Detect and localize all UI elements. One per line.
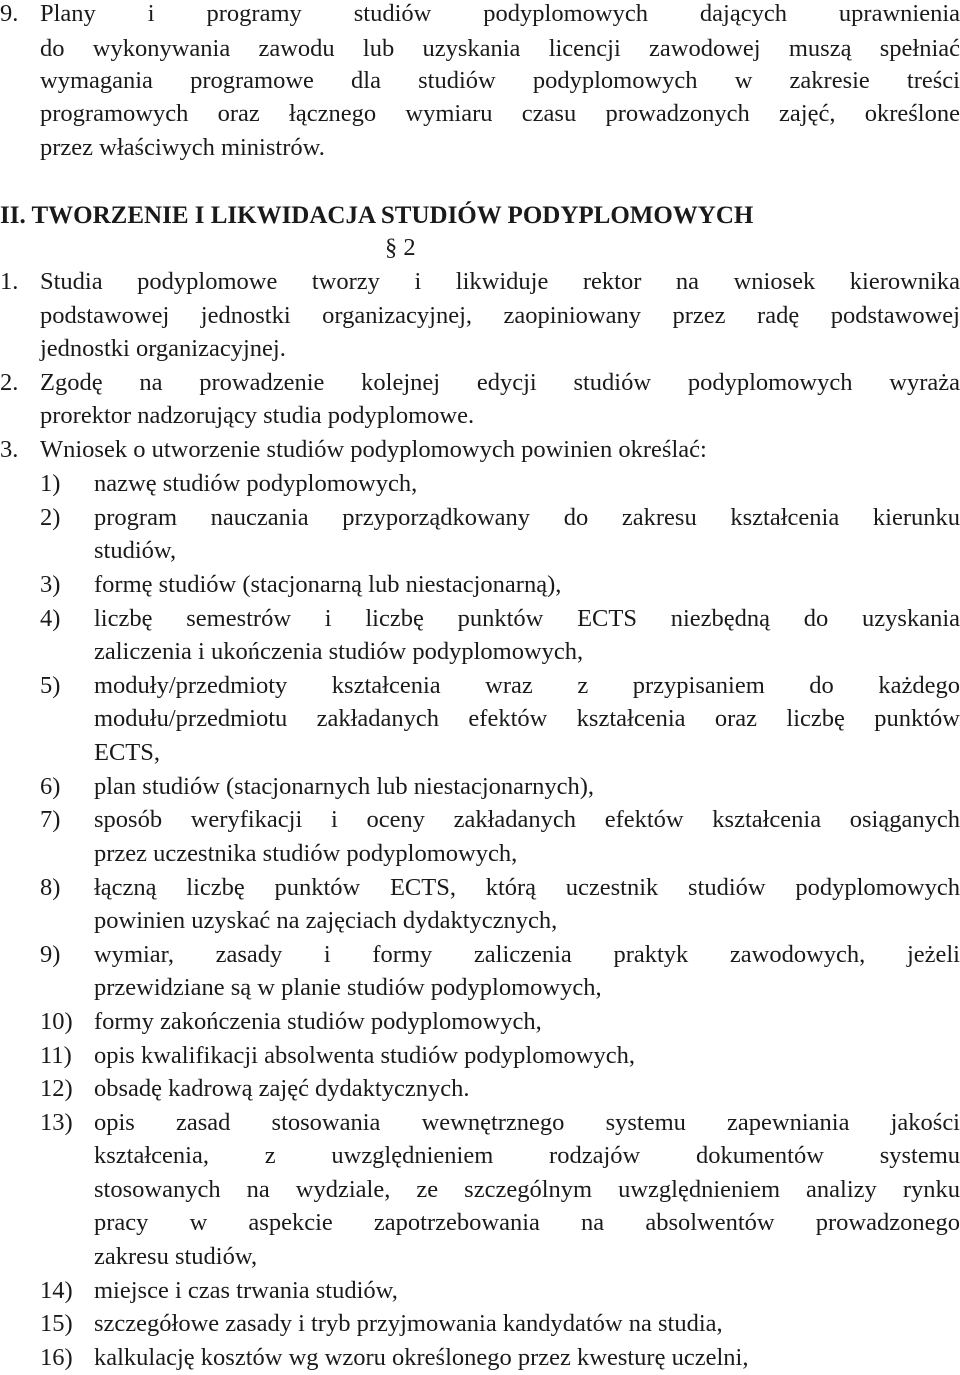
list-item-text: zakresu studiów, xyxy=(94,1243,258,1270)
list-item-text: formy zakończenia studiów podyplomowych, xyxy=(94,1008,542,1035)
list-item-number: 13) xyxy=(40,1109,73,1136)
list-item-text: obsadę kadrową zajęć dydaktycznych. xyxy=(94,1075,470,1102)
list-item-text: miejsce i czas trwania studiów, xyxy=(94,1277,398,1304)
paragraph-number: 2. xyxy=(0,369,19,396)
list-item-text: pracy w aspekcie zapotrzebowania na absolwentów prowadzonego xyxy=(94,1209,960,1236)
text-line: przez właściwych ministrów. xyxy=(40,134,325,161)
text-line: wymagania programowe dla studiów podyplomowych w zakresie treści xyxy=(40,67,960,94)
list-item-text: ECTS, xyxy=(94,739,161,766)
list-item-number: 2) xyxy=(40,504,61,531)
text-line: Studia podyplomowe tworzy i likwiduje rektor na wniosek kierownika xyxy=(40,268,960,295)
list-item-text: szczegółowe zasady i tryb przyjmowania kandydatów na studia, xyxy=(94,1310,723,1337)
list-item-number: 3) xyxy=(40,571,61,598)
list-item-text: kalkulację kosztów wg wzoru określonego przez kwesturę uczelni, xyxy=(94,1344,749,1371)
list-item-text: łączną liczbę punktów ECTS, którą uczestnik studiów podyplomowych xyxy=(94,874,960,901)
list-item-number: 10) xyxy=(40,1008,73,1035)
list-item-text: formę studiów (stacjonarną lub niestacjonarną), xyxy=(94,571,562,598)
list-item-number: 4) xyxy=(40,605,61,632)
text-line: programowych oraz łącznego wymiaru czasu prowadzonych zajęć, określone xyxy=(40,100,960,127)
list-item-text: stosowanych na wydziale, ze szczególnym uwzględnieniem analizy rynku xyxy=(94,1176,960,1203)
list-item-text: przez uczestnika studiów podyplomowych, xyxy=(94,840,518,867)
text-line: Plany i programy studiów podyplomowych dających uprawnienia xyxy=(40,0,960,27)
list-item-text: opis kwalifikacji absolwenta studiów podyplomowych, xyxy=(94,1042,635,1069)
list-item-number: 5) xyxy=(40,672,61,699)
text-line: prorektor nadzorujący studia podyplomowe. xyxy=(40,402,475,429)
text-line: do wykonywania zawodu lub uzyskania licencji zawodowej muszą spełniać xyxy=(40,35,960,62)
list-item-text: studiów, xyxy=(94,537,177,564)
list-item-text: przewidziane są w planie studiów podyplomowych, xyxy=(94,974,602,1001)
list-item-number: 15) xyxy=(40,1310,73,1337)
paragraph-number: 1. xyxy=(0,268,19,295)
list-item-text: liczbę semestrów i liczbę punktów ECTS niezbędną do uzyskania xyxy=(94,605,960,632)
text-line: jednostki organizacyjnej. xyxy=(40,335,286,362)
list-item-text: zaliczenia i ukończenia studiów podyplomowych, xyxy=(94,638,584,665)
list-item-number: 8) xyxy=(40,874,61,901)
list-item-text: plan studiów (stacjonarnych lub niestacjonarnych), xyxy=(94,773,595,800)
list-item-text: modułu/przedmiotu zakładanych efektów kształcenia oraz liczbę punktów xyxy=(94,705,960,732)
chapter-title: II. TWORZENIE I LIKWIDACJA STUDIÓW PODYPLOMOWYCH xyxy=(0,202,754,229)
text-line: podstawowej jednostki organizacyjnej, zaopiniowany przez radę podstawowej xyxy=(40,302,960,329)
paragraph-number: 3. xyxy=(0,436,19,463)
list-item-number: 16) xyxy=(40,1344,73,1371)
list-item-number: 6) xyxy=(40,773,61,800)
paragraph-number: 9. xyxy=(0,0,19,27)
list-item-text: kształcenia, z uwzględnieniem rodzajów dokumentów systemu xyxy=(94,1142,960,1169)
list-item-text: wymiar, zasady i formy zaliczenia praktyk zawodowych, jeżeli xyxy=(94,941,960,968)
list-item-text: moduły/przedmioty kształcenia wraz z przypisaniem do każdego xyxy=(94,672,960,699)
list-item-text: powinien uzyskać na zajęciach dydaktycznych, xyxy=(94,907,558,934)
list-item-text: sposób weryfikacji i oceny zakładanych efektów kształcenia osiąganych xyxy=(94,806,960,833)
list-item-text: program nauczania przyporządkowany do zakresu kształcenia kierunku xyxy=(94,504,960,531)
list-item-number: 1) xyxy=(40,470,61,497)
list-item-text: opis zasad stosowania wewnętrznego systemu zapewniania jakości xyxy=(94,1109,960,1136)
list-item-number: 9) xyxy=(40,941,61,968)
list-item-number: 7) xyxy=(40,806,61,833)
section-marker: § 2 xyxy=(385,234,416,261)
text-line: Wniosek o utworzenie studiów podyplomowych powinien określać: xyxy=(40,436,707,463)
list-item-number: 12) xyxy=(40,1075,73,1102)
list-item-text: nazwę studiów podyplomowych, xyxy=(94,470,418,497)
list-item-number: 11) xyxy=(40,1042,72,1069)
list-item-number: 14) xyxy=(40,1277,73,1304)
text-line: Zgodę na prowadzenie kolejnej edycji studiów podyplomowych wyraża xyxy=(40,369,960,396)
